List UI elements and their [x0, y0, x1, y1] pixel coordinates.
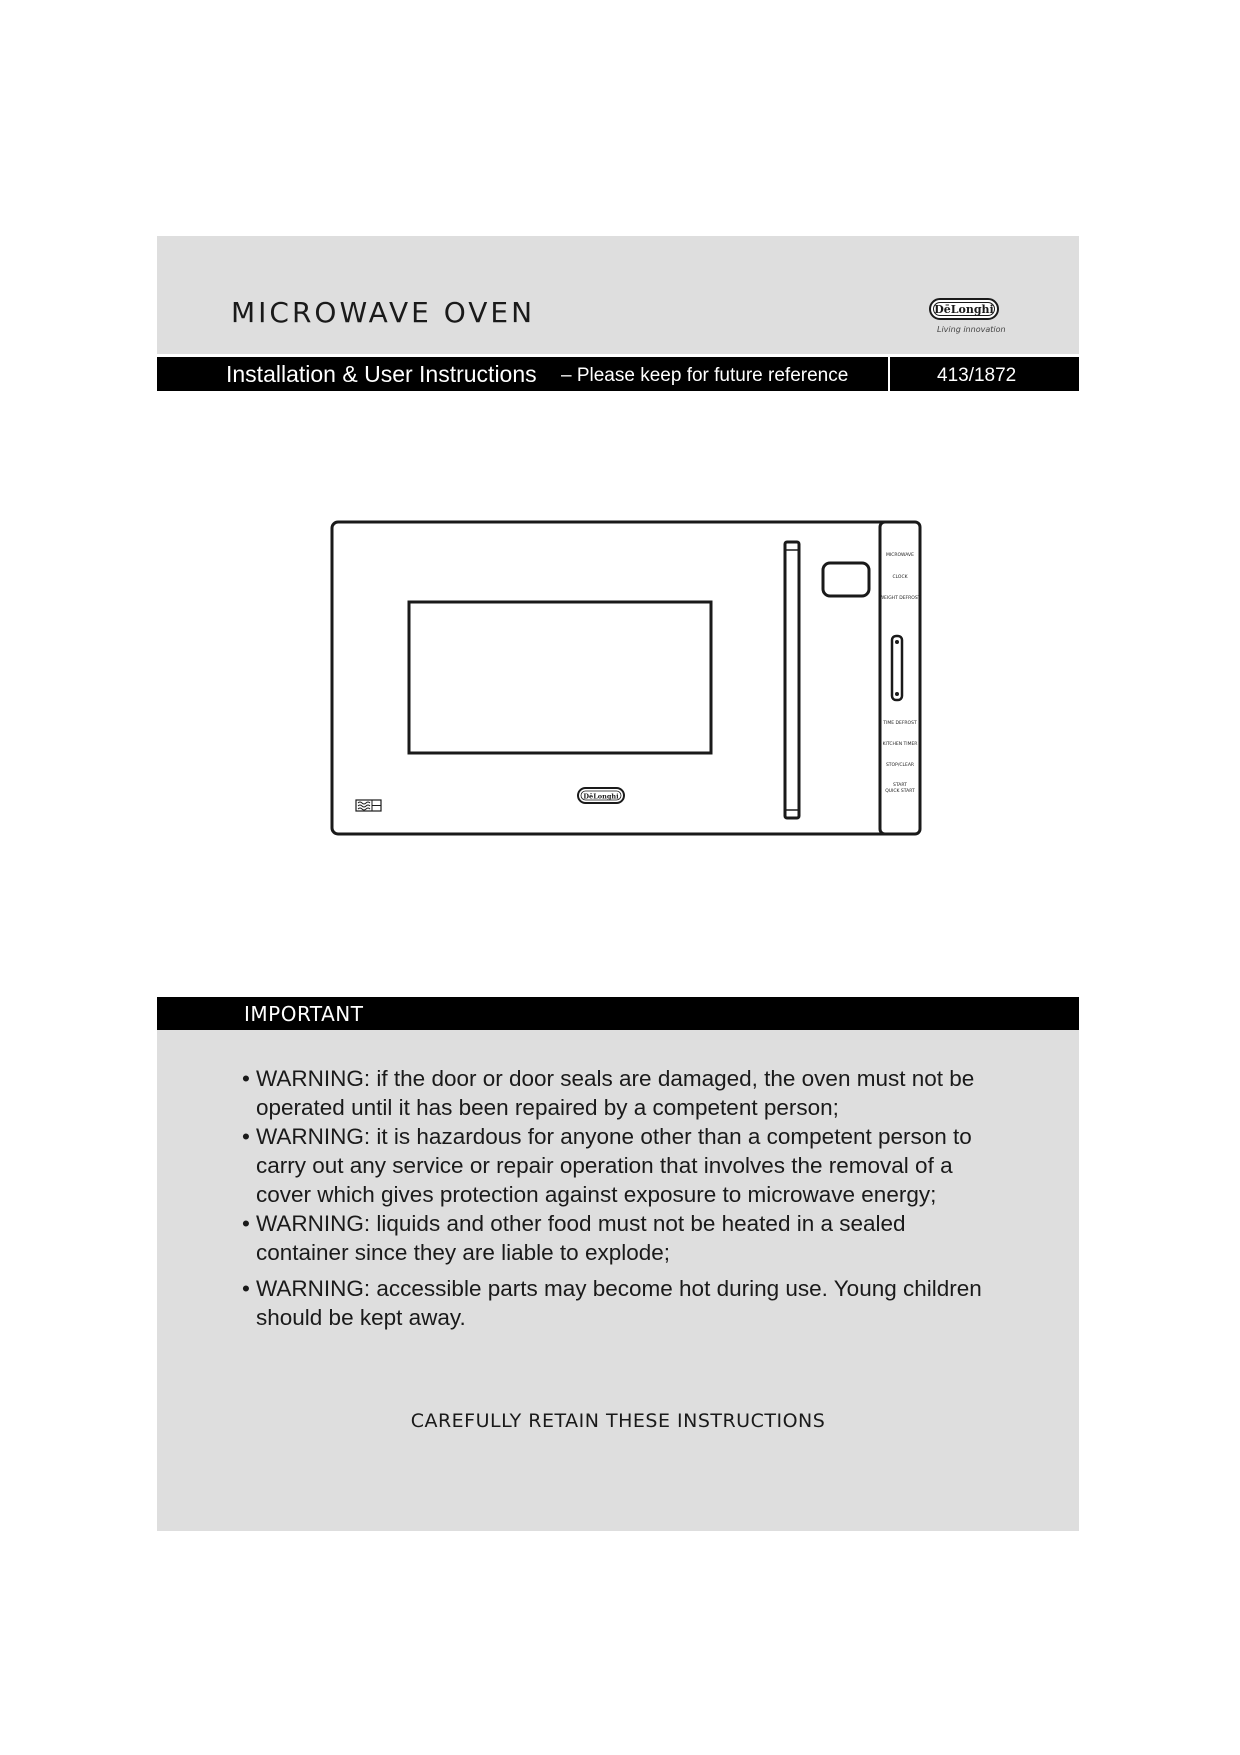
warning-item: • WARNING: accessible parts may become hot during use. Young children should be kept away.: [240, 1274, 1000, 1332]
display-screen: [823, 563, 869, 596]
subtitle-bar: [157, 357, 1079, 391]
panel-label-kitchen-timer: KITCHEN TIMER: [882, 742, 918, 747]
door-handle: [785, 542, 799, 818]
panel-label-quick-start: QUICK START: [885, 789, 915, 794]
important-panel: [157, 1030, 1079, 1531]
panel-label-microwave: MICROWAVE: [886, 553, 914, 558]
microwave-oven-illustration: [320, 516, 925, 840]
oven-window: [409, 602, 711, 753]
document-code: 413/1872: [937, 365, 1017, 386]
panel-label-weight-defrost: WEIGHT DEFROST: [879, 596, 921, 601]
warning-item: • WARNING: liquids and other food must not be heated in a sealed container since they are liable to explode;: [240, 1209, 1000, 1267]
important-label: IMPORTANT: [244, 1002, 364, 1026]
retain-instructions-text: CAREFULLY RETAIN THESE INSTRUCTIONS: [410, 1410, 826, 1432]
brand-tagline: Living innovation: [937, 325, 1006, 334]
warnings-list: [240, 1064, 1000, 1332]
microwave-symbol-icon: [356, 800, 381, 811]
warning-item: • WARNING: it is hazardous for anyone other than a competent person to carry out any service or repair operation that involves the removal of a cover which gives protection against exposure to microwave energy;: [240, 1122, 1000, 1209]
panel-label-clock: CLOCK: [892, 575, 908, 580]
brand-logo: DēLonghi: [929, 298, 999, 320]
warning-item: • WARNING: if the door or door seals are damaged, the oven must not be operated until it has been repaired by a competent person;: [240, 1064, 1000, 1122]
subtitle-main: Installation & User Instructions: [226, 361, 537, 387]
panel-label-time-defrost: TIME DEFROST: [883, 721, 917, 726]
panel-label-stop-clear: STOP/CLEAR: [885, 763, 915, 768]
important-bar: [157, 997, 1079, 1030]
header-panel: [157, 236, 1079, 354]
page-title: MICROWAVE OVEN: [231, 296, 536, 329]
subtitle-divider: [888, 357, 890, 391]
subtitle-note: – Please keep for future reference: [561, 365, 849, 386]
door-logo-text: DēLonghi: [583, 792, 619, 801]
panel-label-start: START: [893, 783, 907, 788]
oven-body: [332, 522, 907, 834]
